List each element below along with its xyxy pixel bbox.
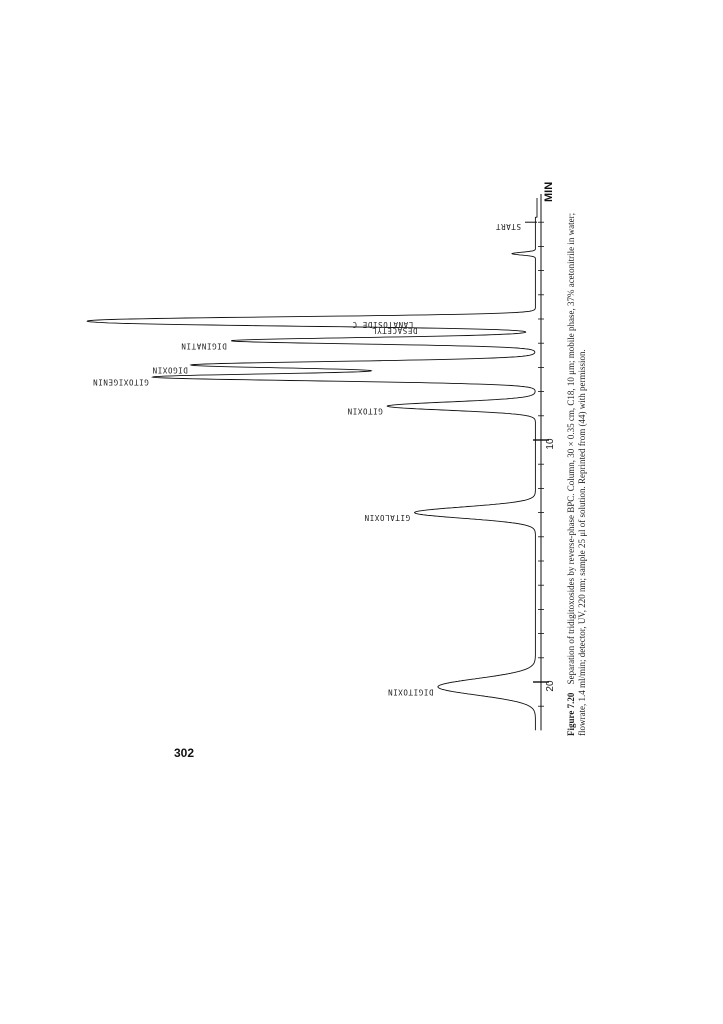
peak-label-digitoxin: DIGITOXIN bbox=[387, 687, 434, 697]
peak-label-lanatoside-c: LANATOSIDE C bbox=[351, 319, 414, 329]
tick-label-20: 20 bbox=[545, 680, 556, 692]
tick-label-10: 10 bbox=[545, 438, 556, 450]
start-label: START bbox=[495, 222, 521, 232]
peak-label-digoxin: DIGOXIN bbox=[151, 365, 188, 375]
figure-label: Figure 7.20 bbox=[566, 692, 576, 736]
caption-line-1: Separation of tridigitoxosides by reverse-phase BPC. Column, 30 × 0.35 cm, C18, 10 μm; mobile phase, 37% acetonitrile in water; bbox=[566, 212, 576, 685]
peak-label-gitaloxin: GITALOXIN bbox=[364, 513, 411, 523]
figure-caption bbox=[566, 211, 587, 736]
axis-title: MIN bbox=[543, 181, 555, 202]
peak-label-diginatin: DIGINATIN bbox=[180, 341, 227, 351]
peak-label-gitoxin: GITOXIN bbox=[346, 406, 383, 416]
chromatogram bbox=[87, 182, 556, 731]
peak-label-desacetyl: DESACETYL bbox=[371, 326, 418, 335]
chromatogram-trace bbox=[87, 198, 537, 730]
peak-label-gitoxigenin: GITOXIGENIN bbox=[92, 377, 149, 387]
caption-line-2: flowrate, 1.4 ml/min; detector, UV, 220 nm; sample 25 μl of solution. Reprinted from (44) with permission. bbox=[577, 349, 587, 736]
page-number: 302 bbox=[174, 746, 195, 760]
